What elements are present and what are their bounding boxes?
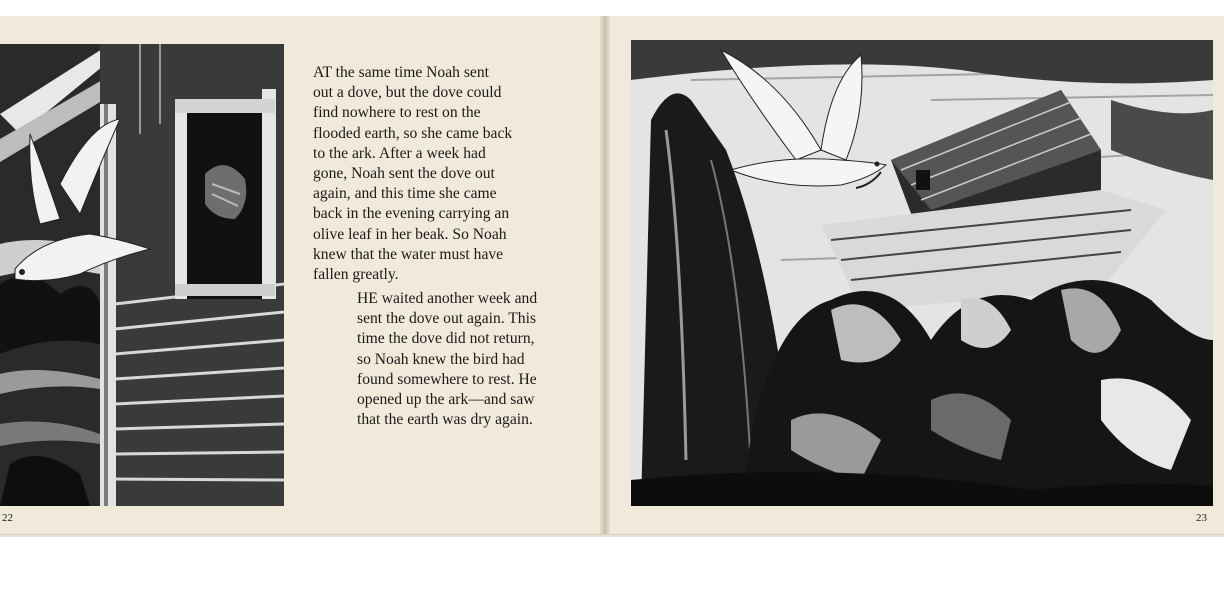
story-paragraph-2 [357,289,574,430]
paragraph-2-line: found somewhere to rest. He [357,370,537,388]
paragraph-2-line: time the dove did not return, [357,330,535,348]
paragraph-2-line: opened up the ark—and saw [357,391,535,409]
paragraph-1-line: olive leaf in her beak. So Noah [313,225,507,243]
book-gutter [600,16,610,534]
paragraph-2-line: that the earth was dry again. [357,411,533,429]
ark-mountain-drawing [631,40,1213,506]
paragraph-2-line: HE waited another week and [357,290,538,307]
paragraph-2-line: so Noah knew the bird had [357,350,525,368]
paragraph-1-line: gone, Noah sent the dove out [313,165,495,183]
paragraph-1-line: to the ark. After a week had [313,144,486,162]
paragraph-1-line: find nowhere to rest on the [313,104,481,122]
paragraph-1-line: again, and this time she came [313,185,497,203]
ark-window-illustration [0,44,284,506]
paragraph-1-line: AT the same time Noah sent [313,64,489,81]
story-paragraph-1 [313,63,531,285]
ark-on-mountain-illustration [631,40,1213,506]
paragraph-2-line: sent the dove out again. This [357,310,537,328]
ark-window-drawing [0,44,284,506]
paragraph-1-line: out a dove, but the dove could [313,84,502,102]
paragraph-1-line: knew that the water must have [313,245,504,263]
page-number-left: 22 [2,512,13,524]
paragraph-1-line: flooded earth, so she came back [313,124,513,142]
paragraph-1-line: back in the evening carrying an [313,205,510,223]
paragraph-1-line: fallen greatly. [313,266,399,284]
page-number-right: 23 [1196,512,1207,524]
